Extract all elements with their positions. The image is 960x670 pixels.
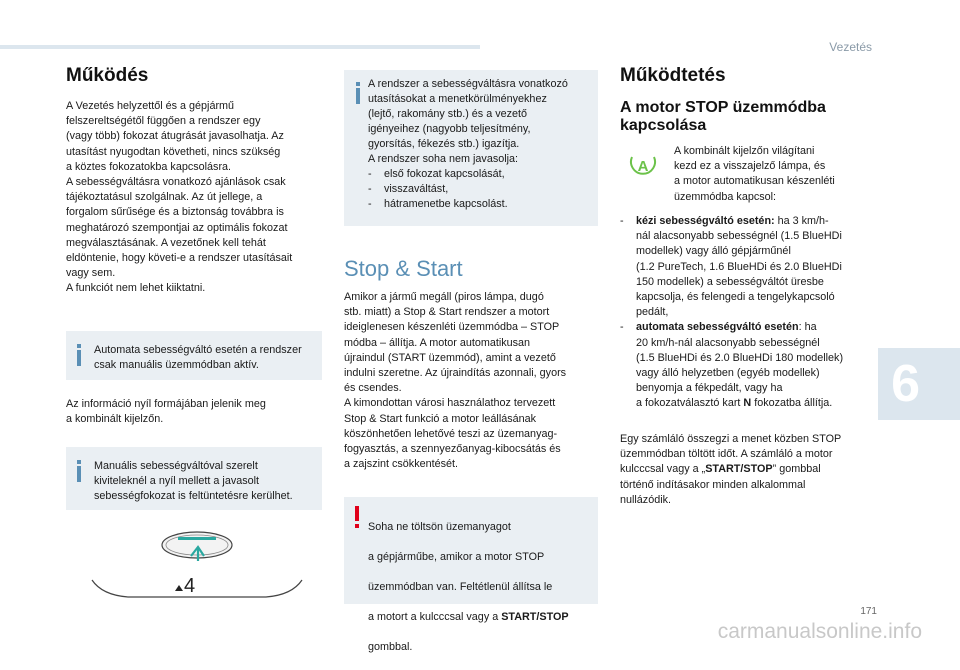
note-intro: A rendszer a sebességváltásra vonatkozó utasításokat a menetkörülményekhez (lejtő, rakomány stb.) és a vezető igényeihez (nagyobb teljesítmény, gyorsítás, fékezés stb.) igazítja. A rendszer soha nem javasolja:: [368, 78, 568, 165]
watermark: carmanualsonline.info: [717, 620, 922, 643]
stop-conditions-list: [620, 214, 890, 412]
list-item-automatic: - automata sebességváltó esetén: ha 20 km/h-nál alacsonyabb sebességnél (1.5 BlueHDi és 2.0 BlueHDi 180 modellek) vagy álló helyzetben (egyéb modellek) benyomja a fékpedált, vagy ha a fokozatválasztó kart N fokozatba állítja.: [620, 321, 844, 410]
list-item: - hátramenetbe kapcsolást.: [368, 198, 508, 211]
indicator-description: A kombinált kijelzőn világítani kezd ez a visszajelző lámpa, és a motor automatikusan készenléti üzemmódba kapcsol:: [674, 145, 835, 203]
warning-icon: [355, 506, 359, 528]
gear-shift-indicator-illustration: [90, 525, 305, 603]
header-bar: [0, 45, 480, 49]
list-item: - első fokozat kapcsolását,: [368, 168, 505, 180]
note-text: Automata sebességváltó esetén a rendszer csak manuális üzemmódban aktív.: [94, 344, 302, 371]
section-label: Vezetés: [829, 40, 872, 54]
warning-text: Soha ne töltsön üzemanyagot a gépjárműbe, amikor a motor STOP üzemmódban van. Feltétlenül állítsa le a motort a kulcccsal vagy a START/STOP gombbal.: [368, 521, 569, 653]
intro-paragraph: A Vezetés helyzettől és a gépjármű felszereltségétől függően a rendszer egy (vagy több) fokozat átugrását javasolhatja. Az utasítást nyugodtan követheti, nincs szükség a köztes fokozatokba kapcsolásra. A sebességváltásra vonatkozó ajánlások csak tájékoztatásul szolgálnak. Az út jellege, a forgalom sűrűsége és a biztonság továbbra is meghatározó szempontjai az optimális fokozat megválasztásának. A vezetőnek kell tehát eldöntenie, hogy követi-e a rendszer utasításait vagy sem. A funkciót nem lehet kiiktatni.: [66, 100, 293, 295]
info-icon: [77, 344, 81, 366]
page-number: 171: [860, 606, 877, 617]
list-item-manual: - kézi sebességváltó esetén: ha 3 km/h- nál alacsonyabb sebességnél (1.5 BlueHDi modellek) vagy álló gépjárműnél (1.2 PureTech, 1.6 BlueHDi és 2.0 BlueHDi 150 modellek) a sebességváltót üresbe kapcsolja, és felengedi a tengelykapcsoló pedált,: [620, 215, 842, 319]
note-text: Manuális sebességváltóval szerelt kiviteleknél a nyíl mellett a javasolt sebességfokozat is feltüntetésre kerülhet.: [94, 460, 293, 502]
info-note-automatic: [66, 331, 322, 380]
section-title-mukodes: Működés: [66, 65, 149, 86]
display-gear-number: 4: [184, 575, 196, 597]
stop-start-title: Stop & Start: [344, 256, 463, 281]
warning-note: [344, 497, 598, 653]
info-icon: [356, 82, 360, 104]
section-title-mukodtetes: Működtetés: [620, 65, 726, 86]
not-recommended-list: [368, 167, 586, 213]
chapter-tab: [878, 348, 960, 420]
subsection-title: A motor STOP üzemmódba kapcsolása: [620, 99, 826, 134]
chapter-number: 6: [891, 355, 920, 413]
indicator-letter: A: [637, 158, 649, 175]
list-item: - visszaváltást,: [368, 183, 449, 196]
info-icon: [77, 460, 81, 482]
arrow-info-paragraph: Az információ nyíl formájában jelenik meg a kombinált kijelzőn.: [66, 398, 266, 426]
stop-start-indicator-icon: [627, 153, 659, 177]
info-note-manual: [66, 447, 322, 510]
stop-start-paragraph: Amikor a jármű megáll (piros lámpa, dugó stb. miatt) a Stop & Start rendszer a motort ideiglenesen készenléti üzemmódba – STOP módba – állítja. A motor automatikusan újraindul (START üzemmód), amint a vezető indulni szeretne. Az újraindítás azonnali, gyors és csendes. A kimondottan városi használathoz tervezett Stop & Start funkció a motor leállásának köszönhetően lehetővé teszi az üzemanyag- fogyasztás, a szennyezőanyag-kibocsátás és a zajszint csökkentését.: [344, 291, 567, 471]
counter-paragraph: Egy számláló összegzi a menet közben STOP üzemmódban töltött időt. A számláló a motor kulcccsal vagy a „START/STOP” gombbal történő indításakor minden alkalommal nullázódik.: [620, 433, 842, 506]
info-note-system: [344, 70, 598, 226]
